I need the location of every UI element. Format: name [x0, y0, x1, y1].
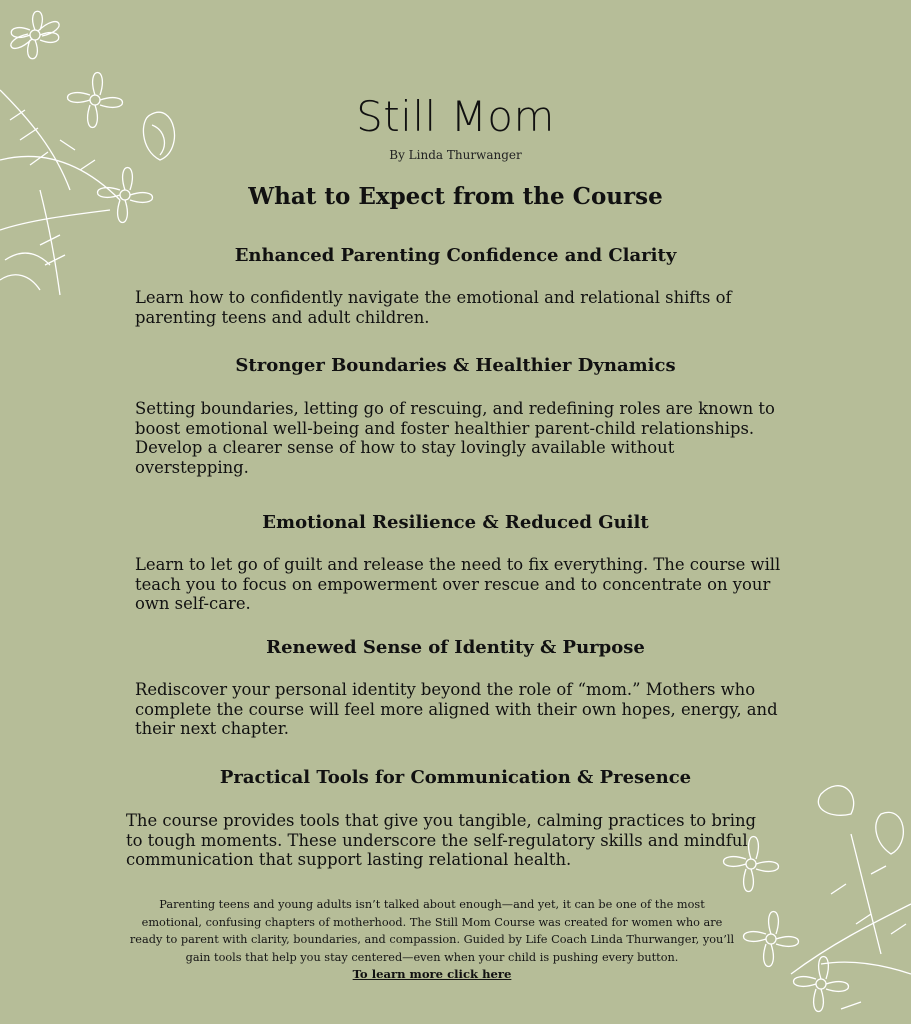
section-body-resilience: Learn to let go of guilt and release the need to fix everything. The course will teach you to focus on empowerment over rescue and to concentrate on your own self-care.	[135, 555, 781, 613]
footer-text: Parenting teens and young adults isn’t talked about enough—and yet, it can be one of the most emotional, confusing chapters of motherhood. The Still Mom Course was created for women who are ready to parent with clarity, boundaries, and compassion. Guided by Life Coach Linda Thurwanger, you’ll gain tools that help you stay centered—even when your child is pushing every button.	[129, 898, 735, 964]
section-body-identity: Rediscover your personal identity beyond the role of “mom.” Mothers who complete the course will feel more aligned with their own hopes, energy, and their next chapter.	[135, 680, 778, 738]
section-heading-identity: Renewed Sense of Identity & Purpose	[266, 637, 645, 658]
flower-icon	[794, 957, 849, 1012]
footer-blurb	[128, 896, 736, 984]
section-body-tools: The course provides tools that give you tangible, calming practices to bring to tough moments. These underscore the self-regulatory skills and mindful communication that support lasting relational health.	[126, 811, 756, 869]
section-heading-resilience: Emotional Resilience & Reduced Guilt	[262, 512, 649, 533]
section-heading-tools: Practical Tools for Communication & Presence	[219, 767, 692, 788]
flower-icon	[744, 912, 799, 967]
page-title: What to Expect from the Course	[248, 183, 663, 210]
brand-logo: Still Mom	[356, 92, 555, 141]
section-body-boundaries: Setting boundaries, letting go of rescuing, and redefining roles are known to boost emotional well-being and foster healthier parent-child relationships. Develop a clearer sense of how to stay lovingly available without overstepping.	[135, 399, 775, 477]
flower-icon	[11, 11, 59, 59]
section-body-confidence: Learn how to confidently navigate the emotional and relational shifts of parenting teens and adult children.	[135, 288, 732, 327]
brand-byline: By Linda Thurwanger	[389, 148, 522, 162]
section-heading-boundaries: Stronger Boundaries & Healthier Dynamics	[235, 355, 676, 376]
section-heading-confidence: Enhanced Parenting Confidence and Clarity	[234, 245, 677, 266]
flower-icon	[818, 786, 903, 854]
learn-more-link[interactable]: To learn more click here	[352, 967, 512, 981]
